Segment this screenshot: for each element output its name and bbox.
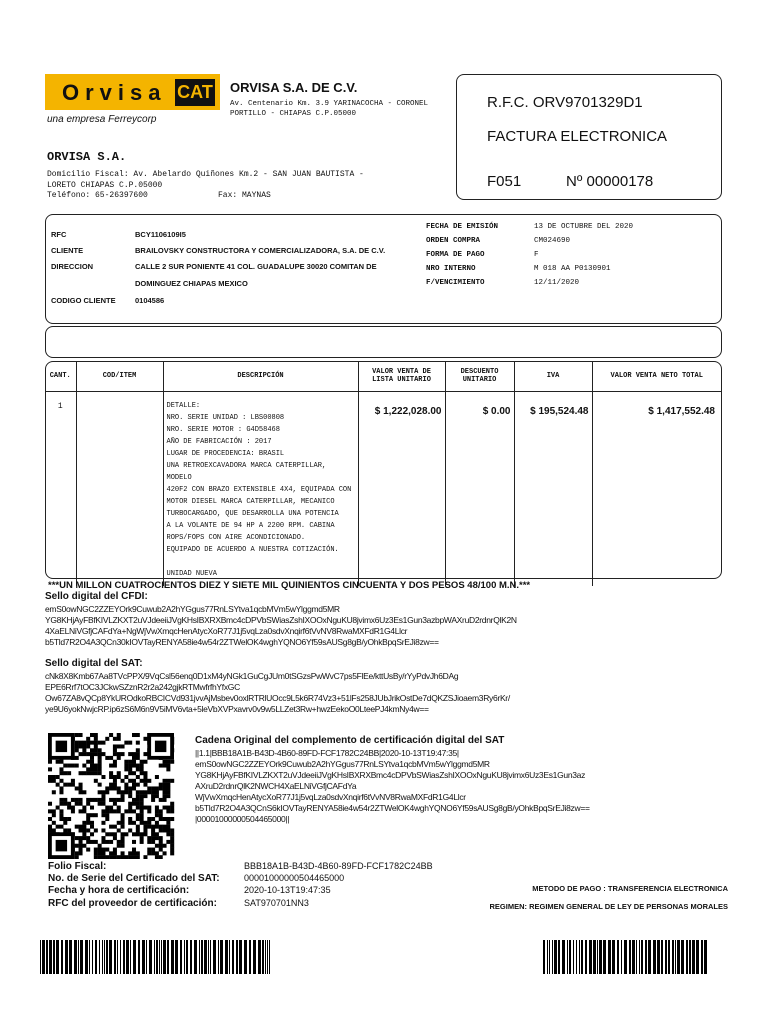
barcode-bar — [612, 940, 615, 974]
barcode-bar — [210, 940, 211, 974]
barcode-bar — [692, 940, 695, 974]
cadena-original-text — [195, 748, 735, 825]
cell-descuento: $ 0.00 — [445, 392, 514, 587]
barcode-bar — [194, 940, 197, 974]
cadena-line: |00001000000504465000|| — [195, 814, 290, 824]
cliente-value: BRAILOVSKY CONSTRUCTORA Y COMERCIALIZADORA, S.A. DE C.V. — [135, 246, 386, 255]
orden-compra-label: ORDEN COMPRA — [426, 237, 481, 245]
barcode-bar — [229, 940, 230, 974]
barcode-bar — [677, 940, 680, 974]
barcode-bar — [133, 940, 136, 974]
cliente-label: CLIENTE — [51, 246, 84, 255]
barcode-bar — [701, 940, 703, 974]
barcode-bar — [56, 940, 59, 974]
codigo-cliente-label: CODIGO CLIENTE — [51, 296, 116, 305]
barcode-bar — [120, 940, 121, 974]
description-line: UNA RETROEXCAVADORA MARCA CATERPILLAR, MODELO — [166, 462, 327, 482]
barcode-bar — [639, 940, 640, 974]
barcode-bar — [552, 940, 553, 974]
header-iva: IVA — [514, 361, 592, 392]
barcode-bar — [106, 940, 108, 974]
cadena-line: AXruD2rdnrQlK2NWCH4XaELNiVGfjCAFdYa — [195, 781, 357, 791]
barcode-bar — [547, 940, 548, 974]
barcode-bar — [661, 940, 663, 974]
folio-fiscal-value: BBB18A1B-B43D-4B60-89FD-FCF1782C24BB — [244, 861, 433, 871]
header-neto-total: VALOR VENTA NETO TOTAL — [592, 361, 721, 392]
sello-cfdi-text — [45, 604, 735, 648]
barcode-bar — [163, 940, 166, 974]
barcode-bar — [180, 940, 182, 974]
barcode-left — [40, 940, 310, 974]
barcode-bar — [576, 940, 577, 974]
cadena-line: ||1.1|BBB18A1B-B43D-4B60-89FD-FCF1782C24BB|2020-10-13T19:47:35| — [195, 748, 459, 758]
cadena-line: YG8KHjAyFBfKIVLZKXT2uVJdeeiiJVgKHsIBXRXBmc4cDPVbSWiasZshIXOOxNguKU8jvimx6Uz3Es1Gun3az — [195, 770, 586, 780]
cell-cant: 1 — [45, 392, 76, 587]
barcode-bar — [204, 940, 207, 974]
sello-cfdi-title: Sello digital del CFDI: — [45, 591, 148, 602]
barcode-bar — [104, 940, 105, 974]
header-descripcion: DESCRIPCIÓN — [163, 361, 358, 392]
barcode-bar — [585, 940, 587, 974]
barcode-bar — [95, 940, 97, 974]
header-descuento: DESCUENTO UNITARIO — [445, 361, 514, 392]
serie-certificado-value: 00001000000504465000 — [244, 873, 345, 883]
barcode-bar — [49, 940, 52, 974]
barcode-bar — [668, 940, 670, 974]
regimen-fiscal: REGIMEN: REGIMEN GENERAL DE LEY DE PERSONAS MORALES — [489, 902, 728, 911]
sello-cfdi-line: b5Tld7R2O4A3QCn30kIOVTayRENYA58ie4w54r2ZTWelOK4wghYQNO6Yf59sAUSg8gB/yOhkBpqSrEJi8zw== — [45, 637, 439, 647]
barcode-bar — [641, 940, 643, 974]
barcode-bar — [696, 940, 699, 974]
barcode-bar — [593, 940, 596, 974]
cadena-line: emS0owNGC2ZZEYOrk9Cuwub2A2hYGgus77RnLSYtva1qcbMVm5wYlggmd5MR — [195, 759, 490, 769]
invoice-number: Nº 00000178 — [566, 173, 654, 190]
rfc-label: RFC — [51, 230, 67, 239]
barcode-bar — [80, 940, 83, 974]
sello-cfdi-line: YG8KHjAyFBfKIVLZKXT2uVJdeeiiJVgKHsIBXRXBmc4cDPVbSWiasZshIXOOxNguKU8jvimx6Uz3Es1Gun3azbpWAXruD2rdnrQlK2N — [45, 615, 517, 625]
barcode-bar — [149, 940, 152, 974]
barcode-bar — [567, 940, 568, 974]
vencimiento-label: F/VENCIMIENTO — [426, 279, 485, 287]
company-address-line-2: PORTILLO - CHIAPAS C.P.05000 — [230, 110, 357, 118]
folio-fiscal-label: Folio Fiscal: — [48, 861, 107, 872]
cat-logo-badge: CAT — [175, 79, 215, 106]
description-line: MOTOR DIESEL MARCA CATERPILLAR, MECANICO — [166, 498, 335, 506]
barcode-bar — [154, 940, 155, 974]
barcode-bar — [589, 940, 592, 974]
description-line: AÑO DE FABRICACIÓN : 2017 — [166, 438, 272, 446]
fecha-emision-label: FECHA DE EMISIÓN — [426, 223, 499, 231]
nro-interno-value: M 018 AA P0130901 — [534, 265, 611, 273]
nro-interno-label: NRO INTERNO — [426, 265, 476, 273]
barcode-bar — [190, 940, 192, 974]
rfc-proveedor-label: RFC del proveedor de certificación: — [48, 898, 217, 909]
company-name: ORVISA S.A. DE C.V. — [230, 80, 358, 95]
barcode-bar — [704, 940, 707, 974]
direccion-label: DIRECCION — [51, 262, 94, 271]
direccion-value-line-2: DOMINGUEZ CHIAPAS MEXICO — [135, 279, 248, 288]
invoice-rfc: R.F.C. ORV9701329D1 — [487, 94, 643, 111]
barcode-bar — [99, 940, 100, 974]
serie-certificado-label: No. de Serie del Certificado del SAT: — [48, 873, 220, 884]
barcode-bar — [608, 940, 611, 974]
cell-cod-item — [76, 392, 163, 587]
barcode-bar — [161, 940, 162, 974]
barcode-bar — [624, 940, 627, 974]
barcode-bar — [554, 940, 557, 974]
description-line: ROPS/FOPS CON AIRE ACONDICIONADO. — [166, 534, 306, 542]
fecha-certificacion-label: Fecha y hora de certificación: — [48, 885, 190, 896]
barcode-bar — [681, 940, 684, 974]
barcode-bar — [258, 940, 261, 974]
barcode-bar — [89, 940, 90, 974]
barcode-bar — [562, 940, 565, 974]
barcode-bar — [146, 940, 147, 974]
barcode-bar — [85, 940, 88, 974]
cell-iva: $ 195,524.48 — [514, 392, 592, 587]
description-line: 420F2 CON BRAZO EXTENSIBLE 4X4, EQUIPADA CON — [166, 486, 352, 494]
codigo-cliente-value: 0104586 — [135, 296, 165, 305]
rfc-proveedor-value: SAT970701NN3 — [244, 898, 309, 908]
barcode-bar — [213, 940, 216, 974]
barcode-bar — [69, 940, 72, 974]
issuer-address-line-2: LORETO CHIAPAS C.P.05000 — [47, 181, 163, 190]
rfc-value: BCY1106109I5 — [135, 230, 186, 239]
sello-sat-line: Ow67ZA8vQCp8YkUROdkoRBCICVd931jvvAjMsbev0oxlRTRlUOcc9L5k6R74Vz3+51lFs258JUbJrikOstDe7dQKZSJioaem3Ry6rKr/ — [45, 693, 510, 703]
barcode-bar — [109, 940, 112, 974]
forma-pago-value: F — [534, 251, 539, 259]
description-line: A LA VOLANTE DE 94 HP A 2200 RPM. CABINA — [166, 522, 335, 530]
direccion-value-line-1: CALLE 2 SUR PONIENTE 41 COL. GUADALUPE 30020 COMITAN DE — [135, 262, 377, 271]
header-cant: CANT. — [45, 361, 76, 392]
barcode-bar — [42, 940, 45, 974]
barcode-bar — [130, 940, 131, 974]
barcode-bar — [225, 940, 228, 974]
barcode-bar — [244, 940, 247, 974]
barcode-bar — [142, 940, 145, 974]
barcode-bar — [265, 940, 266, 974]
description-line: LUGAR DE PROCEDENCIA: BRASIL — [166, 450, 285, 458]
barcode-bar — [597, 940, 598, 974]
barcode-bar — [186, 940, 188, 974]
amount-in-words: ***UN MILLON CUATROCIENTOS DIEZ Y SIETE MIL QUINIENTOS CINCUENTA Y DOS PESOS 48/100 M.N.*** — [48, 580, 531, 591]
issuer-fax: Fax: MAYNAS — [218, 191, 271, 200]
orden-compra-value: CM024690 — [534, 237, 571, 245]
barcode-bar — [636, 940, 637, 974]
barcode-bar — [262, 940, 264, 974]
metodo-pago: METODO DE PAGO : TRANSFERENCIA ELECTRONICA — [532, 884, 728, 893]
barcode-bar — [114, 940, 116, 974]
cell-neto-total: $ 1,417,552.48 — [648, 406, 715, 417]
fecha-emision-value: 13 DE OCTUBRE DEL 2020 — [534, 223, 634, 231]
barcode-bar — [175, 940, 178, 974]
sello-cfdi-line: emS0owNGC2ZZEYOrk9Cuwub2A2hYGgus77RnLSYtva1qcbMVm5wYlggmd5MR — [45, 604, 340, 614]
barcode-right — [543, 940, 728, 974]
barcode-bar — [569, 940, 571, 974]
barcode-bar — [40, 940, 41, 974]
barcode-bar — [657, 940, 660, 974]
sello-sat-line: ye9U6yokNwjcRP.ip6zS6M6n9V5iMV6vta+5leVbXVPxavrv0v9w5LLZet3Rw+hwzEekoO0LteePJ4kmNy4w== — [45, 704, 429, 714]
sello-sat-title: Sello digital del SAT: — [45, 658, 143, 669]
barcode-bar — [558, 940, 560, 974]
barcode-bar — [648, 940, 651, 974]
sello-sat-text — [45, 671, 735, 715]
barcode-bar — [167, 940, 169, 974]
barcode-bar — [686, 940, 688, 974]
barcode-bar — [236, 940, 238, 974]
empty-notes-box — [45, 326, 722, 358]
barcode-bar — [629, 940, 631, 974]
fecha-certificacion-value: 2020-10-13T19:47:35 — [244, 885, 331, 895]
barcode-bar — [579, 940, 580, 974]
barcode-bar — [208, 940, 209, 974]
barcode-bar — [53, 940, 55, 974]
barcode-bar — [675, 940, 676, 974]
invoice-doc-type: FACTURA ELECTRONICA — [487, 128, 668, 145]
barcode-bar — [645, 940, 647, 974]
sello-sat-line: cNk8X8Kmb67Aa8TVcPPX/9VqCsl56enq0D1xM4yNGk1GuCgJUm0tSGzsPwWvC7ps5FlEe/kttUsBy/rYyPdvJh6DAg — [45, 671, 459, 681]
cadena-original-title: Cadena Original del complemento de certificación digital del SAT — [195, 735, 505, 746]
barcode-bar — [267, 940, 268, 974]
cell-valor-lista: $ 1,222,028.00 — [358, 392, 445, 587]
description-line: NRO. SERIE MOTOR : G4D58468 — [166, 426, 280, 434]
barcode-bar — [672, 940, 674, 974]
invoice-series: F051 — [487, 173, 522, 190]
logo-wordmark: Orvisa — [62, 80, 167, 105]
barcode-bar — [159, 940, 160, 974]
barcode-bar — [665, 940, 667, 974]
barcode-bar — [78, 940, 79, 974]
barcode-bar — [171, 940, 174, 974]
forma-pago-label: FORMA DE PAGO — [426, 251, 485, 259]
issuer-name: ORVISA S.A. — [47, 150, 127, 164]
barcode-bar — [689, 940, 691, 974]
barcode-bar — [102, 940, 103, 974]
cadena-line: b5Tld7R2O4A3QCnS6kIOVTayRENYA58ie4w54r2ZTWelOK4wghYQNO6Yf59sAUSg8gB/yOhkBpqSrEJi8zw== — [195, 803, 590, 813]
barcode-bar — [549, 940, 550, 974]
barcode-bar — [220, 940, 223, 974]
barcode-bar — [199, 940, 200, 974]
description-line: NRO. SERIE UNIDAD : LBS00808 — [166, 414, 285, 422]
barcode-bar — [599, 940, 602, 974]
barcode-bar — [239, 940, 242, 974]
barcode-bar — [117, 940, 118, 974]
tagline: una empresa Ferreycorp — [47, 114, 157, 125]
barcode-bar — [218, 940, 219, 974]
issuer-address-line-1: Domicilio Fiscal: Av. Abelardo Quiñones Km.2 - SAN JUAN BAUTISTA - — [47, 170, 364, 179]
barcode-bar — [61, 940, 63, 974]
barcode-bar — [92, 940, 93, 974]
barcode-bar — [138, 940, 140, 974]
barcode-bar — [573, 940, 574, 974]
barcode-bar — [249, 940, 251, 974]
barcode-bar — [232, 940, 234, 974]
barcode-bar — [184, 940, 185, 974]
cadena-line: WjVwXmqcHenAtycXoR77J1j5vqLza0sdvXnqirf6tVvNV8RwaMXFdR1G4Llcr — [195, 792, 466, 802]
cell-descripcion — [163, 392, 358, 587]
barcode-bar — [74, 940, 77, 974]
header-valor-lista: VALOR VENTA DE LISTA UNITARIO — [358, 361, 445, 392]
sello-sat-line: EPE6Rrf7tOC3JCkwSZznR2r2a242gjkRTMwfrfhYfxGC — [45, 682, 240, 692]
description-line: UNIDAD NUEVA — [166, 570, 217, 578]
barcode-bar — [126, 940, 129, 974]
table-row — [45, 392, 721, 587]
table-header-row — [45, 361, 721, 392]
description-line: TURBOCARGADO, QUE DESARROLLA UNA POTENCIA — [166, 510, 339, 518]
barcode-bar — [603, 940, 606, 974]
barcode-bar — [123, 940, 125, 974]
barcode-bar — [65, 940, 68, 974]
items-table — [45, 361, 721, 586]
barcode-bar — [543, 940, 545, 974]
header-cod-item: COD/ITEM — [76, 361, 163, 392]
barcode-bar — [46, 940, 48, 974]
vencimiento-value: 12/11/2020 — [534, 279, 580, 287]
barcode-bar — [632, 940, 635, 974]
barcode-bar — [156, 940, 158, 974]
issuer-phone: Teléfono: 65-26397600 — [47, 191, 148, 200]
barcode-bar — [253, 940, 256, 974]
barcode-bar — [621, 940, 622, 974]
qr-code — [48, 733, 178, 859]
description-line: EQUIPADO DE ACUERDO A NUESTRA COTIZACIÓN. — [166, 546, 339, 554]
company-address-line-1: Av. Centenario Km. 3.9 YARINACOCHA - CORONEL — [230, 100, 429, 108]
barcode-bar — [581, 940, 583, 974]
sello-cfdi-line: 4XaELNiVGfjCAFdYa+NgWjVwXmqcHenAtycXoR77J1j5vqLza0sdvXnqirf6tVvNV8RwaMXFdR1G4Llcr — [45, 626, 408, 636]
description-line — [167, 556, 355, 568]
description-line: DETALLE: — [166, 402, 201, 410]
barcode-bar — [201, 940, 203, 974]
barcode-bar — [653, 940, 656, 974]
barcode-bar — [269, 940, 270, 974]
barcode-bar — [617, 940, 619, 974]
